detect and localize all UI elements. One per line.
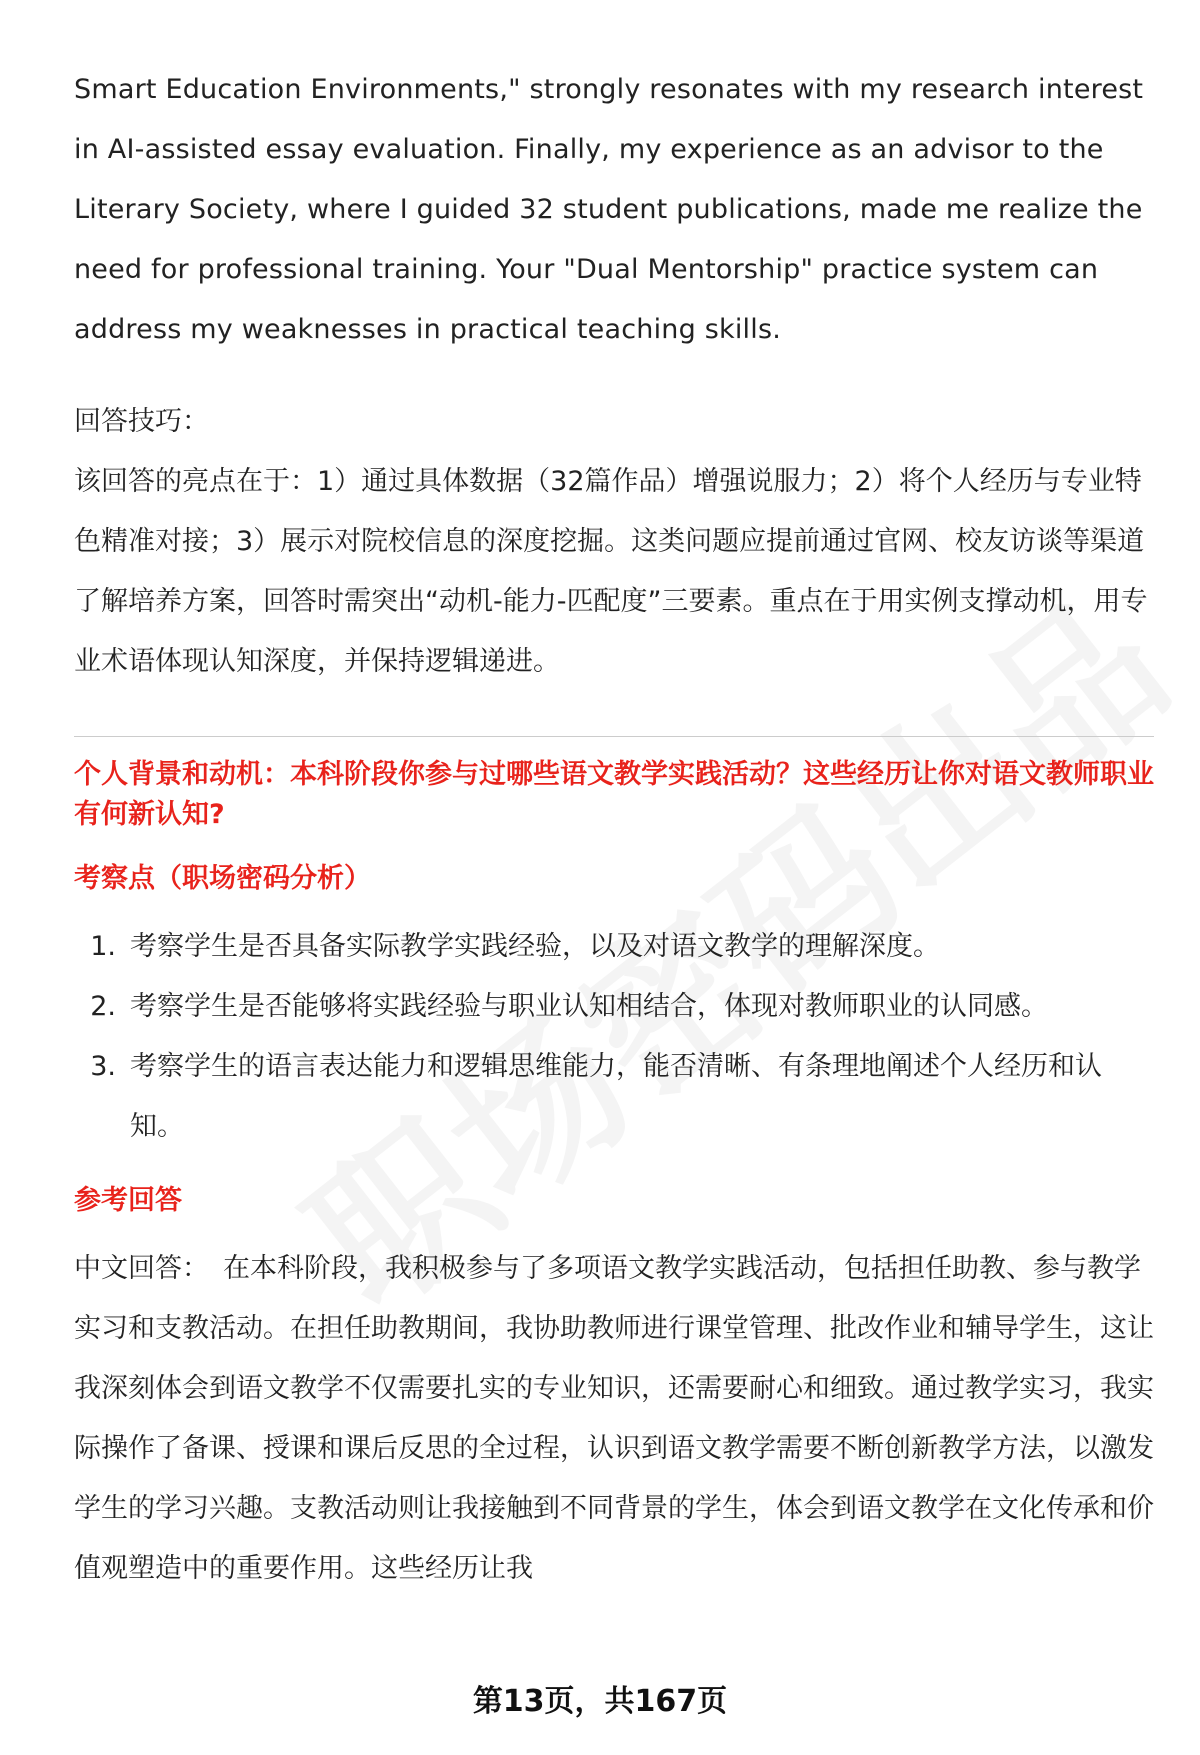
reference-heading: 参考回答 <box>74 1185 182 1216</box>
answer-paragraph <box>74 1239 1154 1599</box>
answer-text: 在本科阶段，我积极参与了多项语文教学实践活动，包括担任助教、参与教学实习和支教活动。在担任助教期间，我协助教师进行课堂管理、批改作业和辅导学生，这让我深刻体会到语文教学不仅需要扎实的专业知识，还需要耐心和细致。通过教学实习，我实际操作了备课、授课和课后反思的全过程，认识到语文教学需要不断创新教学方法，以激发学生的学习兴趣。支教活动则让我接触到不同背景的学生，体会到语文教学在文化传承和价值观塑造中的重要作用。这些经历让我 <box>74 1253 1154 1584</box>
list-item-number: 1. <box>90 931 116 962</box>
intro-paragraph: Smart Education Environments," strongly resonates with my research interest in AI-assisted essay evaluation. Finally, my experience as an advisor to the Literary Society, where I guided 32 student publications, made me realize the need for professional training. Your "Dual Mentorship" practice system can address my weaknesses in practical teaching skills. <box>74 74 1144 345</box>
points-list <box>74 917 1154 1157</box>
question-title: 个人背景和动机：本科阶段你参与过哪些语文教学实践活动？这些经历让你对语文教师职业有何新认知? <box>74 759 1154 830</box>
list-item-number: 3. <box>90 1051 116 1082</box>
document-page <box>74 60 1154 1599</box>
tips-body: 该回答的亮点在于：1）通过具体数据（32篇作品）增强说服力；2）将个人经历与专业特色精准对接；3）展示对院校信息的深度挖掘。这类问题应提前通过官网、校友访谈等渠道了解培养方案，回答时需突出“动机-能力-匹配度”三要素。重点在于用实例支撑动机，用专业术语体现认知深度，并保持逻辑递进。 <box>74 466 1148 677</box>
list-item-text: 考察学生是否能够将实践经验与职业认知相结合，体现对教师职业的认同感。 <box>130 991 1048 1022</box>
list-item <box>74 1037 1154 1157</box>
page-footer: 第13页，共167页 <box>472 1684 728 1719</box>
list-item <box>74 917 1154 977</box>
section-divider <box>74 736 1154 737</box>
list-item-number: 2. <box>90 991 116 1022</box>
list-item-text: 考察学生的语言表达能力和逻辑思维能力，能否清晰、有条理地阐述个人经历和认知。 <box>130 1051 1102 1142</box>
points-heading: 考察点（职场密码分析） <box>74 863 371 894</box>
list-item-text: 考察学生是否具备实际教学实践经验，以及对语文教学的理解深度。 <box>130 931 940 962</box>
answer-label: 中文回答： <box>74 1253 209 1284</box>
tips-label: 回答技巧： <box>74 406 209 437</box>
list-item <box>74 977 1154 1037</box>
